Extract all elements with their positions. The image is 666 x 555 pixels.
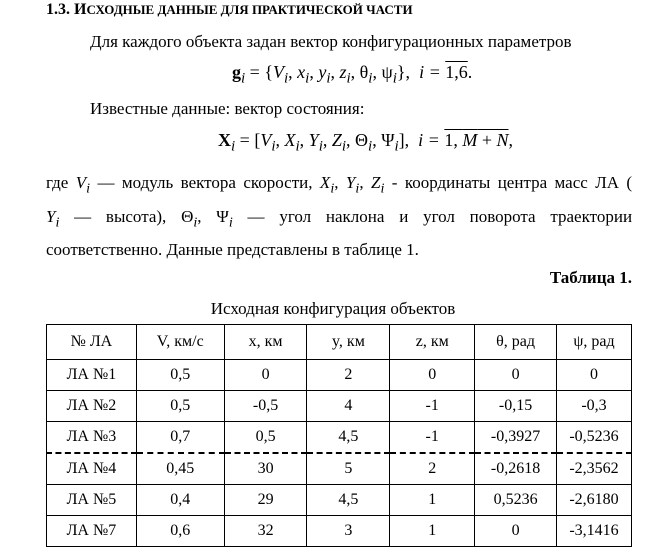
table-cell: -0,3 bbox=[557, 391, 632, 422]
table-cell: -0,15 bbox=[475, 391, 557, 422]
table-cell: 0,7 bbox=[136, 422, 224, 454]
table-row bbox=[47, 516, 632, 547]
table-cell: 0,45 bbox=[136, 453, 224, 485]
table-cell: 0 bbox=[224, 360, 307, 391]
table-cell: -2,6180 bbox=[557, 485, 632, 516]
table-title: Исходная конфигурация объектов bbox=[210, 299, 456, 318]
section-title-first-letter: И bbox=[74, 1, 87, 18]
table-cell: 32 bbox=[224, 516, 307, 547]
config-table bbox=[46, 324, 632, 547]
table-cell: -3,1416 bbox=[557, 516, 632, 547]
table-cell: 0 bbox=[475, 516, 557, 547]
header-cell: № ЛА bbox=[47, 325, 137, 360]
table-cell: 0,6 bbox=[136, 516, 224, 547]
table-cell: ЛА №2 bbox=[47, 391, 137, 422]
section-number: 1.3. bbox=[46, 1, 70, 18]
table-cell: ЛА №1 bbox=[47, 360, 137, 391]
table-cell: 0 bbox=[475, 360, 557, 391]
table-cell: 1 bbox=[390, 516, 475, 547]
table-cell: 0,5 bbox=[136, 391, 224, 422]
table-cell: 1 bbox=[390, 485, 475, 516]
table-cell: 29 bbox=[224, 485, 307, 516]
header-cell: y, км bbox=[307, 325, 390, 360]
table-cell: 0,5236 bbox=[475, 485, 557, 516]
table-row bbox=[47, 360, 632, 391]
header-cell: z, км bbox=[390, 325, 475, 360]
table-cell: -2,3562 bbox=[557, 453, 632, 485]
table-row bbox=[47, 391, 632, 422]
header-cell: ψ, рад bbox=[557, 325, 632, 360]
table-cell: 4,5 bbox=[307, 485, 390, 516]
table-cell: 2 bbox=[390, 453, 475, 485]
table-row bbox=[47, 422, 632, 454]
table-header-row bbox=[47, 325, 632, 360]
paragraph-line-3: соответственно. Данные представлены в таблице 1. bbox=[46, 240, 419, 259]
table-row bbox=[47, 453, 632, 485]
table-cell: 4 bbox=[307, 391, 390, 422]
table-cell: 2 bbox=[307, 360, 390, 391]
table-cell: -1 bbox=[390, 422, 475, 454]
table-cell: 0,5 bbox=[224, 422, 307, 454]
table-cell: -0,3927 bbox=[475, 422, 557, 454]
table-cell: -0,5236 bbox=[557, 422, 632, 454]
table-number-caption: Таблица 1. bbox=[549, 268, 632, 287]
header-cell: V, км/с bbox=[136, 325, 224, 360]
table-cell: ЛА №4 bbox=[47, 453, 137, 485]
intro-text: Для каждого объекта задан вектор конфигурационных параметров bbox=[90, 32, 572, 51]
formula-state-vector: $X_i = [V_i$, $X_i$, $Y_i$, $Z_i$, $\Theta_i$, $\Psi_i$], i = 1, M + N, bbox=[218, 130, 513, 155]
table-cell: 4,5 bbox=[307, 422, 390, 454]
table-cell: 3 bbox=[307, 516, 390, 547]
table-cell: 0,5 bbox=[136, 360, 224, 391]
table-cell: ЛА №7 bbox=[47, 516, 137, 547]
table-row bbox=[47, 485, 632, 516]
table-cell: 30 bbox=[224, 453, 307, 485]
table-cell: -0,2618 bbox=[475, 453, 557, 485]
table-cell: -1 bbox=[390, 391, 475, 422]
table-cell: 5 bbox=[307, 453, 390, 485]
formula-config-vector: $g_i = \{V_i$, $x_i$, $y_i$, $z_i$, $\theta_i$, $\psi_i$}, i = 1,6. bbox=[232, 62, 473, 87]
paragraph-line-2: $Y_i$ — высота), $\Theta_i$, $\Psi_i$ — угол наклона и угол поворота траектории bbox=[46, 207, 633, 231]
section-heading bbox=[46, 1, 413, 19]
table-cell: 0,4 bbox=[136, 485, 224, 516]
paragraph-line-1: где $V_i$ — модуль вектора скорости, $X_i$, $Y_i$, $Z_i$ - координаты центра масс ЛА ( bbox=[46, 173, 633, 197]
section-title-rest: СХОДНЫЕ ДАННЫЕ ДЛЯ ПРАКТИЧЕСКОЙ ЧАСТИ bbox=[86, 2, 413, 17]
table-cell: ЛА №5 bbox=[47, 485, 137, 516]
table-cell: 0 bbox=[390, 360, 475, 391]
table-cell: 0 bbox=[557, 360, 632, 391]
known-data-text: Известные данные: вектор состояния: bbox=[90, 99, 365, 118]
table-cell: ЛА №3 bbox=[47, 422, 137, 454]
header-cell: θ, рад bbox=[475, 325, 557, 360]
header-cell: x, км bbox=[224, 325, 307, 360]
table-cell: -0,5 bbox=[224, 391, 307, 422]
